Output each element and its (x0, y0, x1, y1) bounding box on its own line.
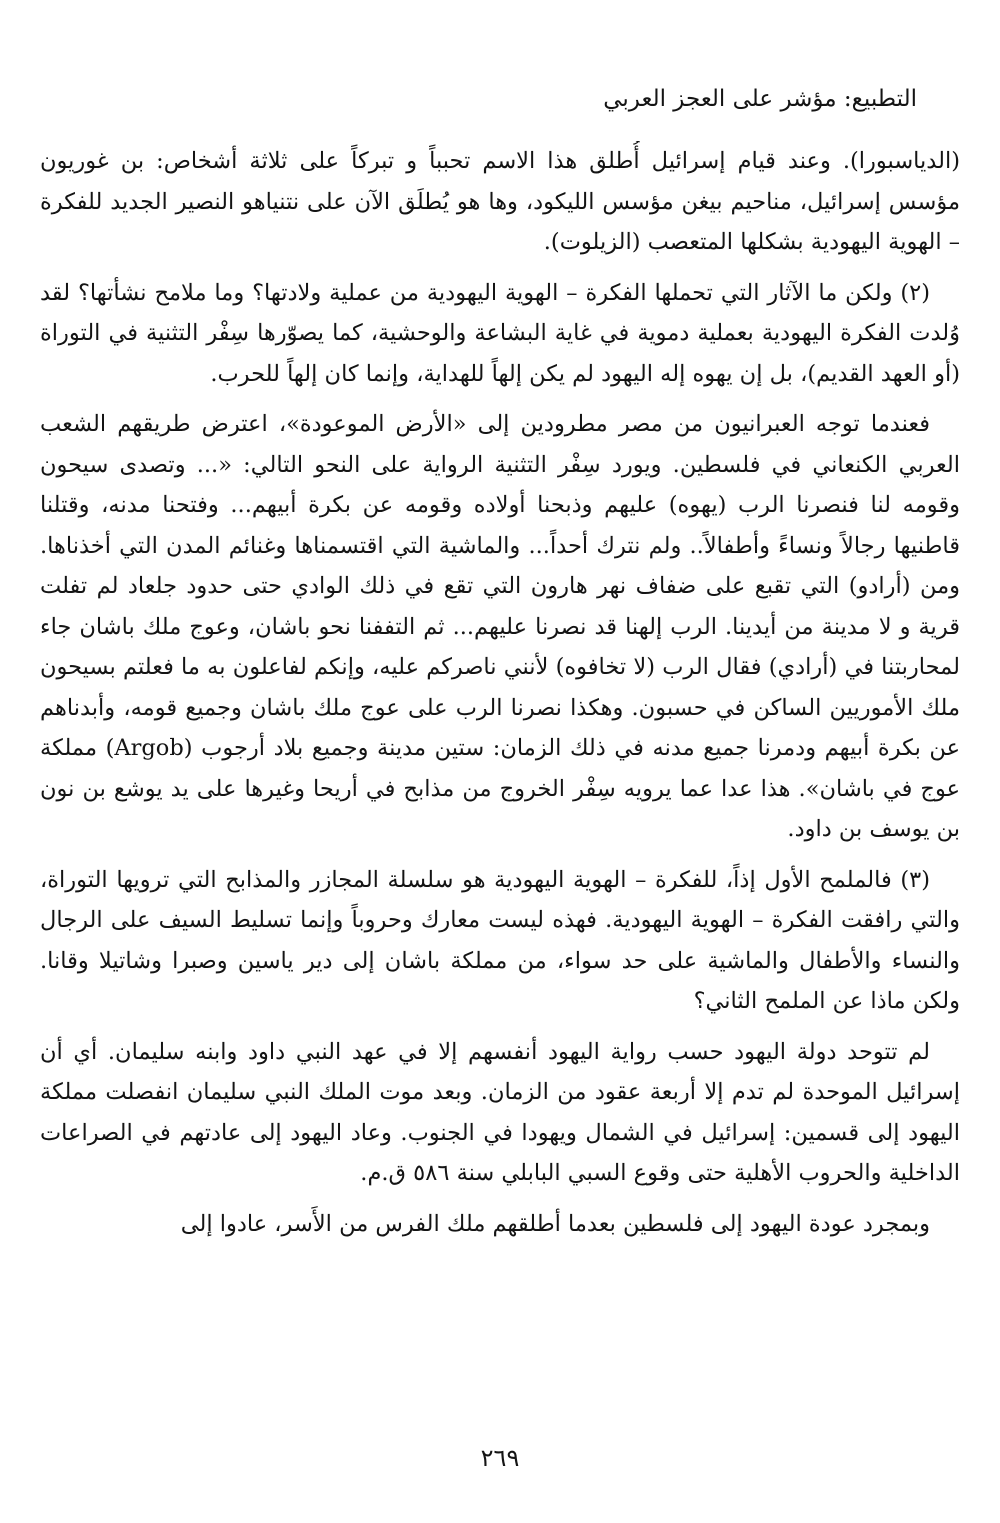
paragraph-return-from-exile: وبمجرد عودة اليهود إلى فلسطين بعدما أطلقهم ملك الفرس من الأَسر، عادوا إلى (180, 1210, 930, 1237)
paragraph-deuteronomy-quote: فعندما توجه العبرانيون من مصر مطرودين إلى «الأرض الموعودة»، اعترض طريقهم الشعب العربي الكنعاني في فلسطين. ويورد سِفْر التثنية الرواية على النحو التالي: «... وتصدى سيحون وقومه لنا فنصرنا الرب (يهوه) عليهم وذبحنا أولاده وقومه عن بكرة أبيهم... وفتحنا مدنه، وقتلنا قاطنيها رجالاً ونساءً وأطفالاً.. ولم نترك أحداً... والماشية التي اقتسمناها وغنائم المدن التي أخذناها. ومن (أرادو) التي تقبع على ضفاف نهر هارون التي تقع في ذلك الوادي حتى حدود جلعاد لم تفلت قرية و لا مدينة من أيدينا. الرب إلهنا قد نصرنا عليهم... ثم التففنا نحو باشان، وعوج ملك باشان جاء لمحاربتنا في (أرادي) فقال الرب (لا تخافوه) لأنني ناصركم عليه، وإنكم لفاعلون به ما فعلتم بسيحون ملك الأموريين الساكن في حسبون. وهكذا نصرنا الرب على عوج ملك باشان وجميع قومه، وأبدناهم عن بكرة أبيهم ودمرنا جميع مدنه في ذلك الزمان: ستين مدينة وجميع بلاد أرجوب (Argob) مملكة عوج في باشان». هذا عدا عما يرويه سِفْر الخروج من مذابح في أريحا وغيرها على يد يوشع بن نون بن يوسف بن داود. (40, 411, 960, 842)
paragraph-kingdom-division: لم تتوحد دولة اليهود حسب رواية اليهود أنفسهم إلا في عهد النبي داود وابنه سليمان. أي أن إسرائيل الموحدة لم تدم إلا أربعة عقود من الزمان. وبعد موت الملك النبي سليمان انفصلت مملكة اليهود إلى قسمين: إسرائيل في الشمال ويهودا في الجنوب. وعاد اليهود إلى عادتهم في الصراعات الداخلية والحروب الأهلية حتى وقوع السبي البابلي سنة ٥٨٦ ق.م. (40, 1038, 960, 1186)
page-number: ٢٦٩ (480, 1444, 520, 1472)
body-text (40, 141, 960, 1431)
paragraph-origin-question: (٢) ولكن ما الآثار التي تحملها الفكرة – الهوية اليهودية من عملية ولادتها؟ وما ملامح نشأتها؟ لقد وُلدت الفكرة اليهودية بعملية دموية في غاية البشاعة والوحشية، كما يصوّرها سِفْر التثنية في التوراة (أو العهد القديم)، بل إن يهوه إله اليهود لم يكن إلهاً للهداية، وإنما كان إلهاً للحرب. (40, 279, 960, 387)
paragraph-first-feature: (٣) فالملمح الأول إذاً، للفكرة – الهوية اليهودية هو سلسلة المجازر والمذابح التي ترويها التوراة، والتي رافقت الفكرة – الهوية اليهودية. فهذه ليست معارك وحروباً وإنما تسليط السيف على الرجال والنساء والأطفال والماشية على حد سواء، من مملكة باشان إلى دير ياسين وصبرا وشاتيلا وقانا. ولكن ماذا عن الملمح الثاني؟ (40, 866, 960, 1014)
paragraph-diaspora-names: (الدياسبورا). وعند قيام إسرائيل أُطلق هذا الاسم تحبباً و تبركاً على ثلاثة أشخاص: بن غوريون مؤسس إسرائيل، مناحيم بيغن مؤسس الليكود، وها هو يُطلَق الآن على نتنياهو النصير الجديد للفكرة – الهوية اليهودية بشكلها المتعصب (الزيلوت). (40, 148, 960, 255)
running-header: التطبيع: مؤشر على العجز العربي (603, 86, 917, 112)
